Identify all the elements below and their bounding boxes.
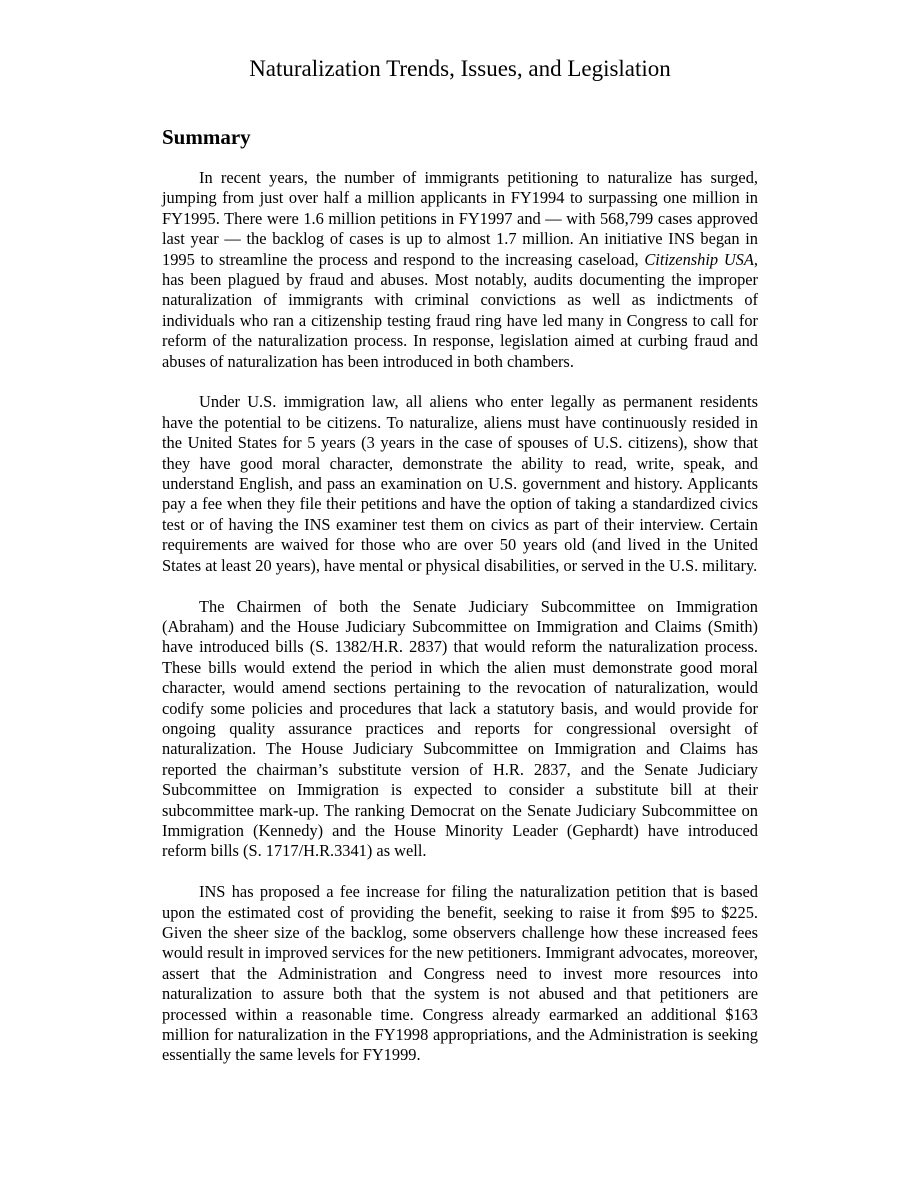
- paragraph-2: Under U.S. immigration law, all aliens who enter legally as permanent residents have the potential to be citizens. To naturalize, aliens must have continuously resided in the United States for 5 years (3 years in the case of spouses of U.S. citizens), show that they have good moral character, demonstrate the ability to read, write, speak, and understand English, and pass an examination on U.S. government and history. Applicants pay a fee when they file their petitions and have the option of taking a standardized civics test or of having the INS examiner test them on civics as part of their interview. Certain requirements are waived for those who are over 50 years old (and lived in the United States at least 20 years), have mental or physical disabilities, or served in the U.S. military.: [162, 392, 758, 575]
- summary-body: [162, 168, 758, 1066]
- paragraph-1-italic-term: Citizenship USA: [644, 249, 754, 269]
- section-heading-summary: Summary: [162, 125, 251, 149]
- paragraph-1: [162, 168, 758, 372]
- paragraph-3: The Chairmen of both the Senate Judiciary Subcommittee on Immigration (Abraham) and the House Judiciary Subcommittee on Immigration and Claims (Smith) have introduced bills (S. 1382/H.R. 2837) that would reform the naturalization process. These bills would extend the period in which the alien must demonstrate good moral character, would amend sections pertaining to the revocation of naturalization, would codify some policies and procedures that lack a statutory basis, and would provide for ongoing quality assurance practices and reports for congressional oversight of naturalization. The House Judiciary Subcommittee on Immigration and Claims has reported the chairman’s substitute version of H.R. 2837, and the Senate Judiciary Subcommittee on Immigration is expected to consider a substitute bill at their subcommittee mark-up. The ranking Democrat on the Senate Judiciary Subcommittee on Immigration (Kennedy) and the House Minority Leader (Gephardt) have introduced reform bills (S. 1717/H.R.3341) as well.: [162, 596, 758, 861]
- paragraph-4: INS has proposed a fee increase for filing the naturalization petition that is based upon the estimated cost of providing the benefit, seeking to raise it from $95 to $225. Given the sheer size of the backlog, some observers challenge how these increased fees would result in improved services for the new petitioners. Immigrant advocates, moreover, assert that the Administration and Congress need to invest more resources into naturalization to assure both that the system is not abused and that petitioners are processed within a reasonable time. Congress already earmarked an additional $163 million for naturalization in the FY1998 appropriations, and the Administration is seeking essentially the same levels for FY1999.: [162, 882, 758, 1065]
- paragraph-1-text-start: In recent years, the number of immigrants petitioning to naturalize has surged, jumping from just over half a million applicants in FY1994 to surpassing one million in FY1995. There were 1.6 million petitions in FY1997 and — with 568,799 cases approved last year — the backlog of cases is up to almost 1.7 million. An initiative INS began in 1995 to streamline the process and respond to the increasing caseload,: [162, 168, 758, 269]
- paragraph-1-text-end: , has been plagued by fraud and abuses. Most notably, audits documenting the improper naturalization of immigrants with criminal convictions as well as indictments of individuals who ran a citizenship testing fraud ring have led many in Congress to call for reform of the naturalization process. In response, legislation aimed at curbing fraud and abuses of naturalization has been introduced in both chambers.: [162, 249, 758, 371]
- document-title: Naturalization Trends, Issues, and Legislation: [249, 56, 671, 81]
